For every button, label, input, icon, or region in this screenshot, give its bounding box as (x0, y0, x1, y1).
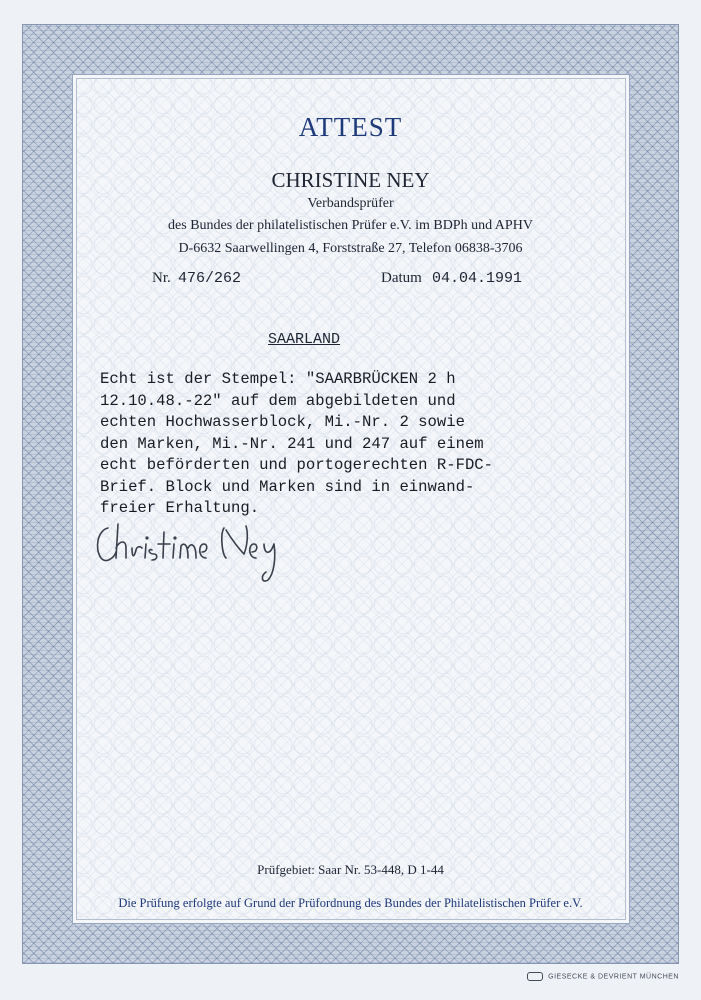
date-label: Datum (381, 270, 422, 286)
examination-area: Prüfgebiet: Saar Nr. 53-448, D 1-44 (257, 862, 444, 877)
certificate-title: ATTEST (298, 112, 403, 142)
examiner-role: Verbandsprüfer (307, 196, 394, 211)
reference-number-value: 476/262 (178, 270, 242, 287)
body-line: den Marken, Mi.-Nr. 241 und 247 auf einem (100, 434, 484, 453)
country-heading: SAARLAND (268, 331, 341, 348)
printer-mark-text: GIESECKE & DEVRIENT MÜNCHEN (548, 973, 679, 981)
examination-note: Die Prüfung erfolgte auf Grund der Prüfordnung des Bundes der Philatelistischen Prüfer e.V. (118, 896, 583, 910)
date-value: 04.04.1991 (432, 270, 523, 287)
body-line: 12.10.48.-22" auf dem abgebildeten und (100, 391, 456, 410)
examiner-address: D-6632 Saarwellingen 4, Forststraße 27, Telefon 06838-3706 (178, 241, 523, 256)
body-line: echt beförderten und portogerechten R-FDC- (100, 456, 494, 474)
printer-mark (527, 972, 679, 981)
reference-number-label: Nr. (152, 270, 171, 286)
examiner-association: des Bundes der philatelistischen Prüfer e.V. im BDPh und APHV (168, 218, 533, 233)
certificate-body (100, 369, 620, 520)
body-line: freier Erhaltung. (100, 499, 260, 517)
body-line: Echt ist der Stempel: "SAARBRÜCKEN 2 h (100, 370, 456, 388)
body-line: echten Hochwasserblock, Mi.-Nr. 2 sowie (100, 413, 465, 431)
body-line: Brief. Block und Marken sind in einwand- (100, 477, 475, 496)
printer-logo-icon (527, 972, 543, 981)
examiner-name: CHRISTINE NEY (271, 168, 430, 192)
handwritten-signature (92, 514, 307, 586)
